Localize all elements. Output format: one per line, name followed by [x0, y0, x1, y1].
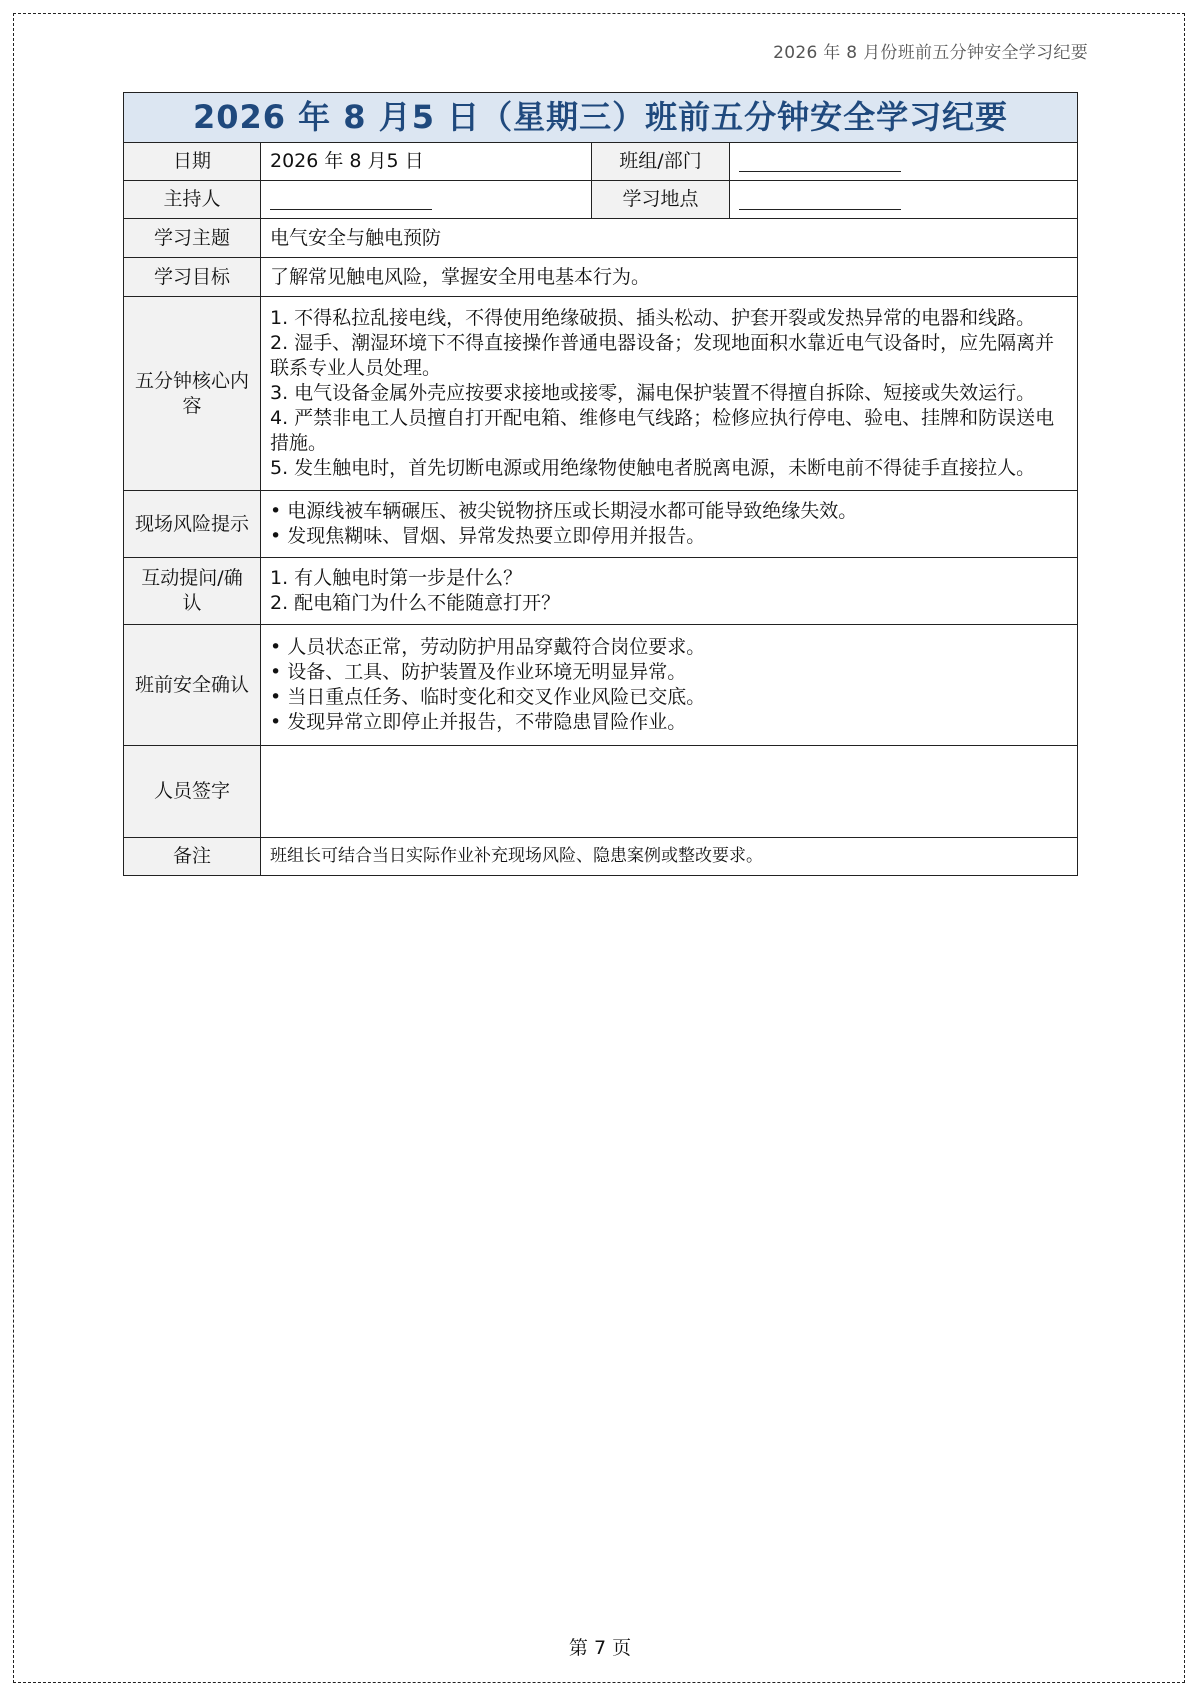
host-blank-line	[270, 189, 432, 210]
page-number: 第 7 页	[568, 1637, 632, 1659]
topic-value: 电气安全与触电预防	[261, 219, 1078, 258]
remark-value: 班组长可结合当日实际作业补充现场风险、隐患案例或整改要求。	[261, 838, 1078, 876]
team-blank-line	[739, 151, 901, 172]
host-label: 主持人	[124, 181, 261, 219]
qa-content	[261, 558, 1078, 625]
confirm-item: • 人员状态正常，劳动防护用品穿戴符合岗位要求。	[270, 636, 706, 658]
goal-value: 了解常见触电风险，掌握安全用电基本行为。	[261, 258, 1078, 297]
minutes-table	[123, 92, 1078, 876]
table-title: 2026 年 8 月5 日（星期三）班前五分钟安全学习纪要	[124, 93, 1078, 143]
core-item: 3. 电气设备金属外壳应按要求接地或接零，漏电保护装置不得擅自拆除、短接或失效运行。	[270, 382, 1036, 404]
topic-label: 学习主题	[124, 219, 261, 258]
location-value-field[interactable]	[730, 181, 1078, 219]
team-value-field[interactable]	[730, 143, 1078, 181]
risk-item: • 电源线被车辆碾压、被尖锐物挤压或长期浸水都可能导致绝缘失效。	[270, 500, 858, 522]
risk-label: 现场风险提示	[124, 491, 261, 558]
confirm-item: • 发现异常立即停止并报告，不带隐患冒险作业。	[270, 711, 687, 733]
confirm-label: 班前安全确认	[124, 625, 261, 746]
location-blank-line	[739, 189, 901, 210]
remark-label: 备注	[124, 838, 261, 876]
goal-label: 学习目标	[124, 258, 261, 297]
running-header: 2026 年 8 月份班前五分钟安全学习纪要	[773, 43, 1088, 63]
confirm-item: • 当日重点任务、临时变化和交叉作业风险已交底。	[270, 686, 706, 708]
core-item: 1. 不得私拉乱接电线，不得使用绝缘破损、插头松动、护套开裂或发热异常的电器和线路。	[270, 307, 1036, 329]
host-value-field[interactable]	[261, 181, 592, 219]
confirm-content	[261, 625, 1078, 746]
risk-content	[261, 491, 1078, 558]
signature-field[interactable]	[261, 746, 1078, 838]
location-label: 学习地点	[592, 181, 730, 219]
qa-item: 2. 配电箱门为什么不能随意打开？	[270, 592, 561, 614]
qa-item: 1. 有人触电时第一步是什么？	[270, 567, 523, 589]
risk-item: • 发现焦糊味、冒烟、异常发热要立即停用并报告。	[270, 525, 706, 547]
core-item: 2. 湿手、潮湿环境下不得直接操作普通电器设备；发现地面积水靠近电气设备时，应先隔离并联系专业人员处理。	[270, 332, 1055, 379]
confirm-item: • 设备、工具、防护装置及作业环境无明显异常。	[270, 661, 687, 683]
qa-label: 互动提问/确认	[124, 558, 261, 625]
date-value: 2026 年 8 月5 日	[261, 143, 592, 181]
core-item: 5. 发生触电时，首先切断电源或用绝缘物使触电者脱离电源，未断电前不得徒手直接拉人。	[270, 457, 1036, 479]
signature-label: 人员签字	[124, 746, 261, 838]
team-label: 班组/部门	[592, 143, 730, 181]
core-item: 4. 严禁非电工人员擅自打开配电箱、维修电气线路；检修应执行停电、验电、挂牌和防误送电措施。	[270, 407, 1055, 454]
date-label: 日期	[124, 143, 261, 181]
core-label: 五分钟核心内容	[124, 297, 261, 491]
core-content	[261, 297, 1078, 491]
